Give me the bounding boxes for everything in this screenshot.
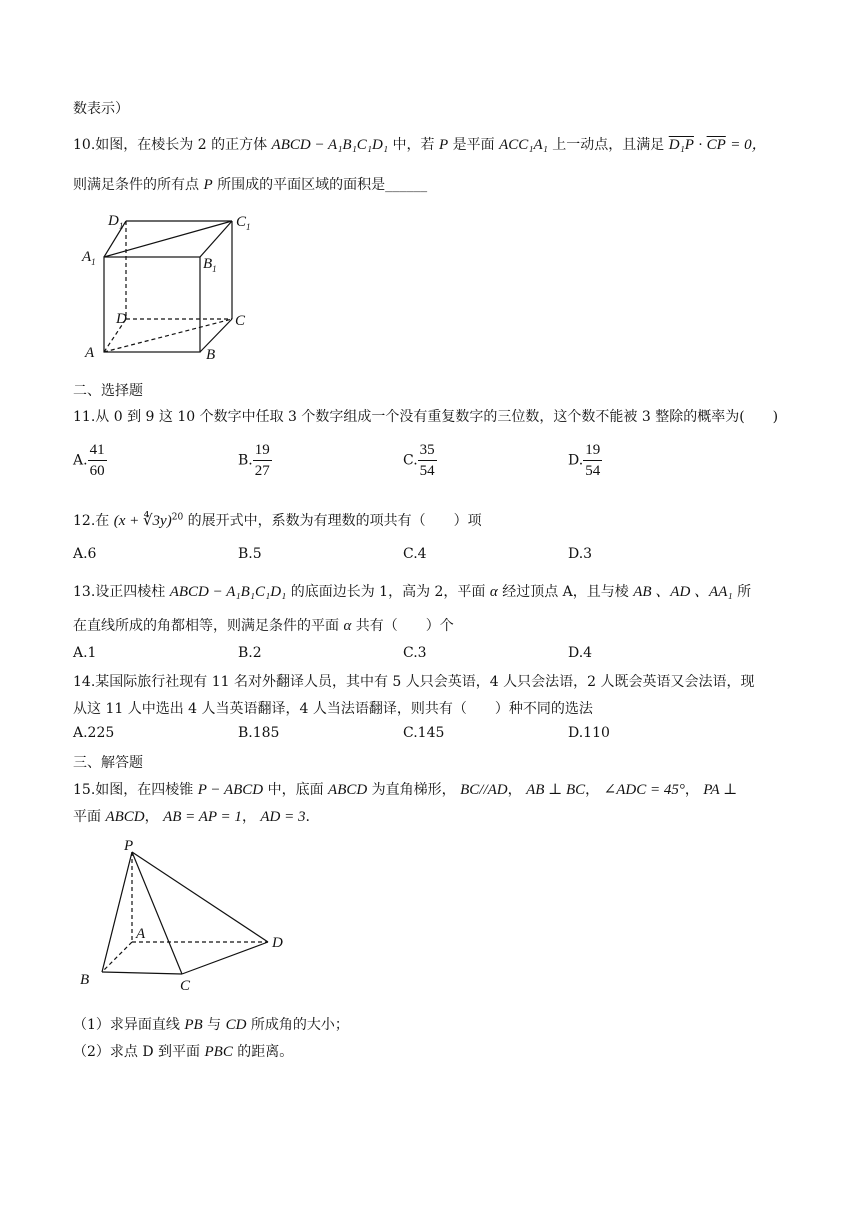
- comma: ，: [585, 782, 600, 798]
- q11-option-d: [568, 440, 602, 481]
- label-c: C: [180, 978, 191, 994]
- q13-text: 的底面边长为 1，高为 2，平面: [290, 584, 486, 600]
- question-10-line-2: [73, 174, 427, 194]
- q13-alpha: α: [343, 618, 352, 634]
- q13-prism-name: ABCD − A₁B₁C₁D₁: [169, 584, 287, 600]
- question-14-line-2: 从这 11 人中选出 4 人当英语翻译，4 人当法语翻译，则共有（ ）种不同的选法: [73, 701, 593, 717]
- q13-edges: AB 、AD 、AA₁: [633, 584, 733, 600]
- question-15-line-1: [73, 779, 737, 799]
- q12-text: 12.在: [73, 513, 110, 529]
- fraction: $\frac{41}{60}$: [89, 442, 105, 479]
- q14-option-a: A.225: [73, 725, 115, 741]
- q15-subquestion-1: [73, 1014, 349, 1034]
- option-label: B.: [238, 452, 253, 469]
- q13-text: 经过顶点 A，且与棱: [502, 584, 629, 600]
- q15-condition-perpendicular: AB ⊥ BC: [526, 782, 586, 798]
- q10-dot-operator: ·: [698, 137, 703, 153]
- label-a: A: [136, 926, 146, 942]
- label-a1: $A_1$: [82, 249, 96, 267]
- q10-plane-name: ACC₁A₁: [499, 137, 548, 153]
- q10-point-p: P: [438, 137, 449, 153]
- fraction: $\frac{35}{54}$: [419, 442, 435, 479]
- q13-text: 13.设正四棱柱: [73, 584, 166, 600]
- question-14-line-1: 14.某国际旅行社现有 11 名对外翻译人员，其中有 5 人只会英语，4 人只会法语，2 人既会英语又会法语，现: [73, 674, 755, 690]
- question-13-line-2: [73, 615, 454, 635]
- q10-point-p: P: [203, 177, 213, 193]
- question-10-line-1: [73, 133, 767, 154]
- q10-equals-zero: = 0，: [730, 137, 767, 153]
- q15-condition-parallel: BC//AD: [460, 782, 508, 798]
- label-b1: $B_1$: [203, 256, 217, 274]
- q10-text: 中，若: [392, 137, 435, 153]
- q15-text: 15.如图，在四棱锥: [73, 782, 194, 798]
- q12-exponent: 20: [171, 512, 184, 523]
- q15-text: （2）求点 D 到平面: [73, 1044, 201, 1060]
- fraction: $\frac{19}{54}$: [585, 442, 601, 479]
- edge-pb: [102, 852, 132, 972]
- q13-option-b: B.2: [238, 645, 262, 661]
- q15-text: （1）求异面直线: [73, 1017, 180, 1033]
- question-12-stem: [73, 510, 482, 530]
- comma: ，: [507, 782, 522, 798]
- q15-plane-name: ABCD: [105, 809, 145, 825]
- q11-option-b: [238, 440, 272, 481]
- label-b: B: [80, 972, 90, 988]
- label-p: P: [124, 838, 134, 854]
- option-label: A.: [73, 452, 88, 469]
- comma: ，: [241, 809, 256, 825]
- q15-text: 所成角的大小；: [250, 1017, 349, 1033]
- label-c: C: [235, 313, 246, 329]
- edge-b1c1: [200, 221, 232, 257]
- option-label: D.: [568, 452, 584, 469]
- q10-vector-d1p: D₁P: [668, 137, 694, 153]
- q15-text: 的距离。: [237, 1044, 294, 1060]
- question-15-line-2: [73, 806, 310, 826]
- comma: ，: [684, 782, 699, 798]
- q15-condition-lengths: AB = AP = 1: [163, 809, 242, 825]
- q15-line-cd: CD: [225, 1017, 247, 1033]
- section-heading-choice: 二、选择题: [73, 383, 143, 399]
- fraction: $\frac{19}{27}$: [254, 442, 270, 479]
- q15-condition-angle: ∠ADC = 45°: [603, 782, 685, 798]
- q12-binomial: (x + ∜3y): [113, 513, 172, 529]
- front-face: [104, 257, 200, 352]
- q12-option-c: C.4: [403, 546, 427, 562]
- q14-option-b: B.185: [238, 725, 280, 741]
- edge-pc: [132, 852, 182, 974]
- q14-option-c: C.145: [403, 725, 445, 741]
- edge-bc: [102, 972, 182, 974]
- q11-option-a: [73, 440, 107, 481]
- q13-option-c: C.3: [403, 645, 427, 661]
- q10-text: 是平面: [452, 137, 495, 153]
- q15-base-name: ABCD: [328, 782, 368, 798]
- q10-text: 则满足条件的所有点: [73, 177, 199, 193]
- option-label: C.: [403, 452, 418, 469]
- q13-option-d: D.4: [568, 645, 593, 661]
- q10-text: 所围成的平面区域的面积是______: [217, 177, 428, 193]
- period: .: [305, 809, 310, 825]
- q12-text: 的展开式中，系数为有理数的项共有（ ）项: [187, 513, 482, 529]
- q12-option-b: B.5: [238, 546, 262, 562]
- edge-cd: [182, 942, 268, 974]
- question-13-line-1: [73, 580, 751, 601]
- q10-text: 上一动点，且满足: [552, 137, 665, 153]
- pyramid-figure: [74, 836, 294, 996]
- question-11-stem: 11.从 0 到 9 这 10 个数字中任取 3 个数字组成一个没有重复数字的三位数，这个数不能被 3 整除的概率为( ): [73, 409, 779, 425]
- q10-text: 10.如图，在棱长为 2 的正方体: [73, 137, 268, 153]
- q13-text: 所: [737, 584, 752, 600]
- label-d1: $D_1$: [108, 213, 124, 231]
- label-d: D: [116, 311, 127, 327]
- q15-text: 平面: [73, 809, 101, 825]
- q15-subquestion-2: [73, 1041, 293, 1061]
- q10-vector-cp: $\overline{CP}$: [706, 137, 726, 153]
- q15-condition-pa-perp: PA ⊥: [703, 782, 738, 798]
- cube-figure: [78, 205, 268, 365]
- q13-text: 共有（ ）个: [355, 618, 454, 634]
- label-d: D: [272, 935, 283, 951]
- edge-bc: [200, 319, 232, 352]
- q15-pyramid-name: P − ABCD: [197, 782, 264, 798]
- q12-option-d: D.3: [568, 546, 593, 562]
- label-a: A: [85, 345, 95, 361]
- q15-condition-ad: AD = 3: [260, 809, 306, 825]
- q12-option-a: A.6: [73, 546, 97, 562]
- q13-alpha: α: [489, 584, 498, 600]
- q13-option-a: A.1: [73, 645, 97, 661]
- q15-text: 与: [207, 1017, 222, 1033]
- comma: ，: [144, 809, 159, 825]
- q15-text: 中，底面: [267, 782, 324, 798]
- q13-text: 在直线所成的角都相等，则满足条件的平面: [73, 618, 339, 634]
- q11-option-c: [403, 440, 437, 481]
- edge-ab: [102, 942, 132, 972]
- q15-text: 为直角梯形，: [371, 782, 456, 798]
- label-c1: $C_1$: [236, 214, 251, 232]
- section-heading-answer: 三、解答题: [73, 755, 143, 771]
- edge-pd: [132, 852, 268, 942]
- q10-cube-name: ABCD − A₁B₁C₁D₁: [271, 137, 389, 153]
- q14-option-d: D.110: [568, 725, 610, 741]
- q15-line-pb: PB: [184, 1017, 203, 1033]
- label-b: B: [206, 347, 216, 363]
- previous-question-fragment: 数表示）: [73, 101, 129, 117]
- q15-plane-pbc: PBC: [204, 1044, 233, 1060]
